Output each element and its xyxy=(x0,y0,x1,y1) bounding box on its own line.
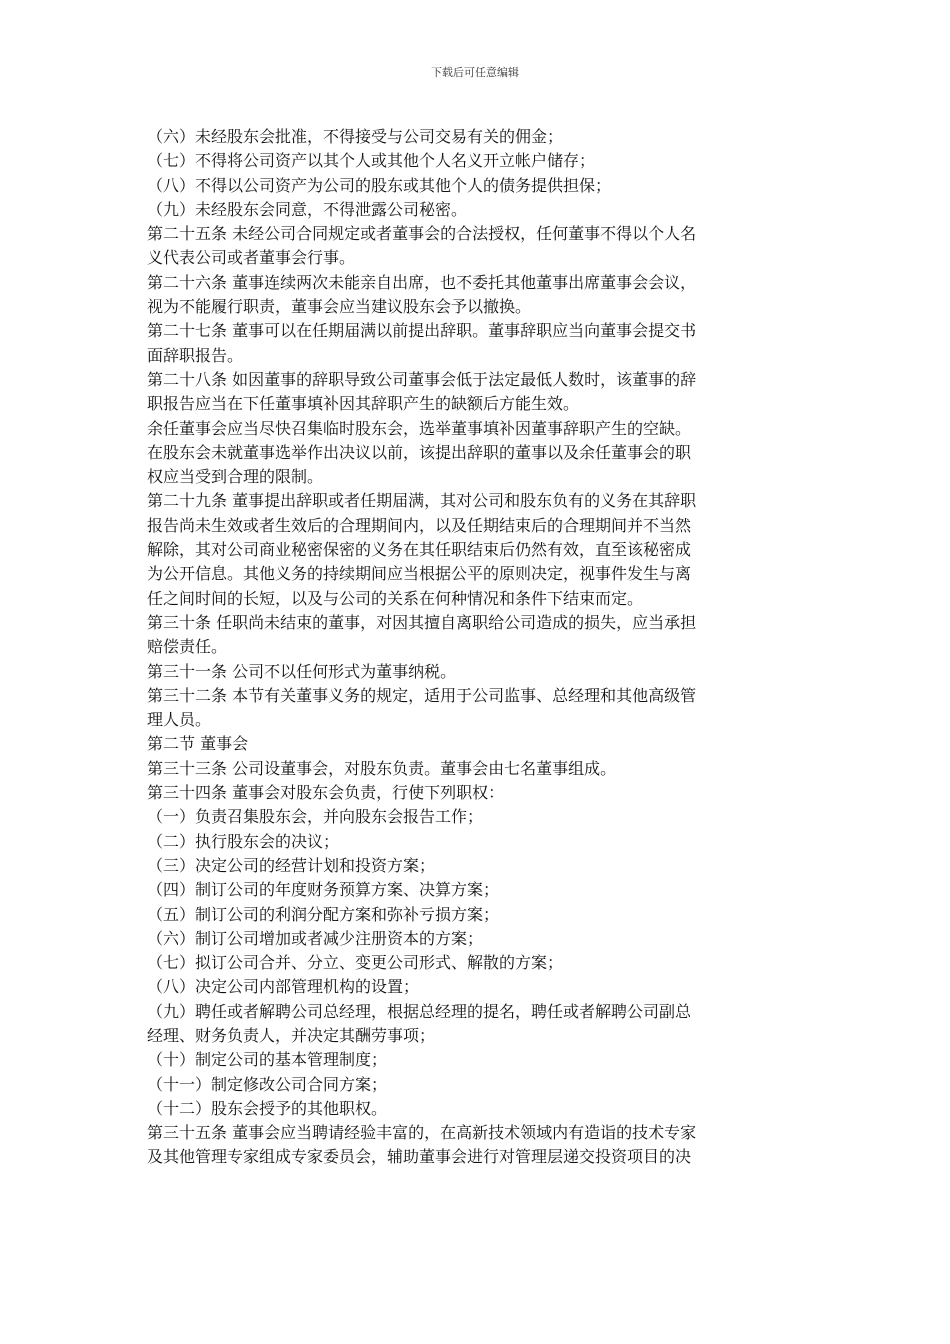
text-line: 及其他管理专家组成专家委员会，辅助董事会进行对管理层递交投资项目的决 xyxy=(147,1147,692,1167)
text-line: （九）未经股东会同意，不得泄露公司秘密。 xyxy=(147,199,468,219)
text-line: 赔偿责任。 xyxy=(147,637,228,657)
page-header: 下载后可任意编辑 xyxy=(431,66,519,79)
text-line: 理人员。 xyxy=(147,710,212,730)
text-line: 第三十条 任职尚未结束的董事，对因其擅自离职给公司造成的损失，应当承担 xyxy=(147,612,697,632)
text-line: （五）制订公司的利润分配方案和弥补亏损方案； xyxy=(147,904,500,924)
text-line: （七）不得将公司资产以其个人或其他个人名义开立帐户储存； xyxy=(147,151,596,171)
text-line: （十二）股东会授予的其他职权。 xyxy=(147,1098,388,1118)
text-line: 面辞职报告。 xyxy=(147,345,244,365)
text-line: （十）制定公司的基本管理制度； xyxy=(147,1050,388,1070)
text-line: 报告尚未生效或者生效后的合理期间内，以及任期结束后的合理期间并不当然 xyxy=(147,515,692,535)
text-line: （十一）制定修改公司合同方案； xyxy=(147,1074,388,1094)
text-line: （七）拟订公司合并、分立、变更公司形式、解散的方案； xyxy=(147,953,564,973)
text-line: 经理、财务负责人，并决定其酬劳事项； xyxy=(147,1025,436,1045)
text-line: 任之间时间的长短，以及与公司的关系在何种情况和条件下结束而定。 xyxy=(147,588,644,608)
text-line: 为公开信息。其他义务的持续期间应当根据公平的原则决定，视事件发生与离 xyxy=(147,564,692,584)
text-line: 第二十六条 董事连续两次未能亲自出席，也不委托其他董事出席董事会会议， xyxy=(147,272,697,292)
text-line: （一）负责召集股东会，并向股东会报告工作； xyxy=(147,807,484,827)
text-line: 第二节 董事会 xyxy=(147,734,249,754)
text-line: 视为不能履行职责，董事会应当建议股东会予以撤换。 xyxy=(147,297,532,317)
text-line: 权应当受到合理的限制。 xyxy=(147,467,324,487)
text-line: 余任董事会应当尽快召集临时股东会，选举董事填补因董事辞职产生的空缺。 xyxy=(147,418,692,438)
text-line: （八）不得以公司资产为公司的股东或其他个人的债务提供担保； xyxy=(147,175,612,195)
text-line: （三）决定公司的经营计划和投资方案； xyxy=(147,855,436,875)
text-line: （六）制订公司增加或者减少注册资本的方案； xyxy=(147,928,484,948)
text-line: （八）决定公司内部管理机构的设置； xyxy=(147,977,420,997)
text-line: （六）未经股东会批准，不得接受与公司交易有关的佣金； xyxy=(147,127,564,146)
text-line: 第二十七条 董事可以在任期届满以前提出辞职。董事辞职应当向董事会提交书 xyxy=(147,321,697,341)
text-line: 第三十三条 公司设董事会，对股东负责。董事会由七名董事组成。 xyxy=(147,758,617,778)
text-line: 第三十四条 董事会对股东会负责，行使下列职权： xyxy=(147,783,505,803)
text-line: 第三十一条 公司不以任何形式为董事纳税。 xyxy=(147,661,457,681)
text-line: （二）执行股东会的决议； xyxy=(147,831,340,851)
document-body xyxy=(147,125,807,1170)
text-line: 职报告应当在下任董事填补因其辞职产生的缺额后方能生效。 xyxy=(147,394,580,414)
text-line: 第三十五条 董事会应当聘请经验丰富的，在高新技术领域内有造诣的技术专家 xyxy=(147,1123,697,1143)
text-line: 在股东会未就董事选举作出决议以前，该提出辞职的董事以及余任董事会的职 xyxy=(147,442,692,462)
text-line: 义代表公司或者董事会行事。 xyxy=(147,248,356,268)
text-line: 解除，其对公司商业秘密保密的义务在其任职结束后仍然有效，直至该秘密成 xyxy=(147,540,692,560)
text-line: 第二十九条 董事提出辞职或者任期届满，其对公司和股东负有的义务在其辞职 xyxy=(147,491,697,511)
text-line: 第三十二条 本节有关董事义务的规定，适用于公司监事、总经理和其他高级管 xyxy=(147,685,697,705)
text-line: 第二十八条 如因董事的辞职导致公司董事会低于法定最低人数时，该董事的辞 xyxy=(147,369,697,389)
text-line: 第二十五条 未经公司合同规定或者董事会的合法授权，任何董事不得以个人名 xyxy=(147,224,697,244)
text-line: （九）聘任或者解聘公司总经理，根据总经理的提名，聘任或者解聘公司副总 xyxy=(147,1001,692,1021)
text-line: （四）制订公司的年度财务预算方案、决算方案； xyxy=(147,880,500,900)
